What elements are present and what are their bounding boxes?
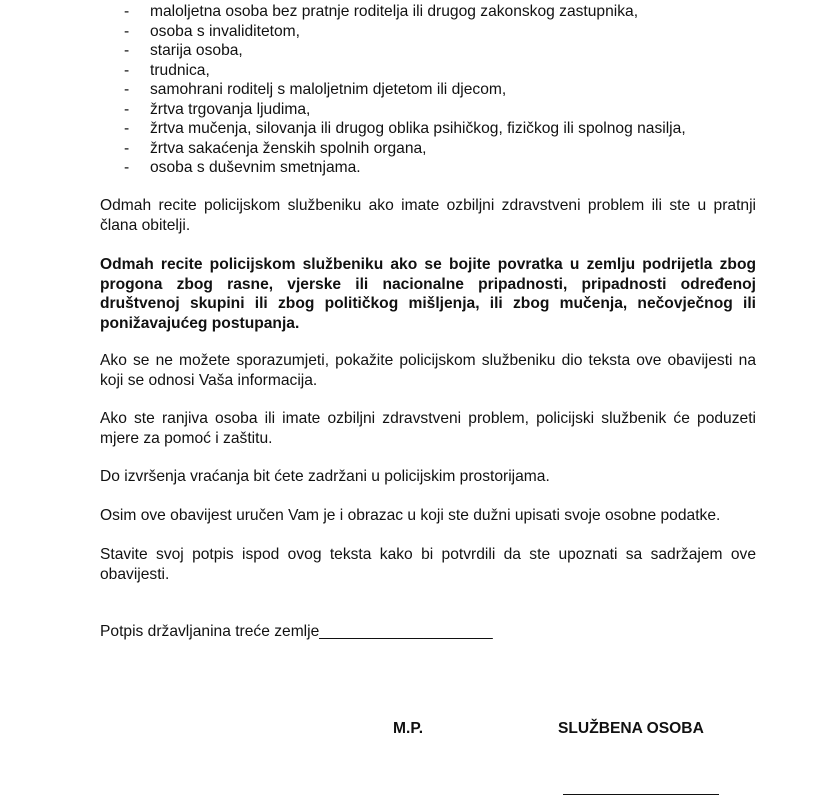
signature-label: Potpis državljanina treće zemlje: [100, 623, 320, 640]
official-signature-line: [563, 778, 719, 795]
official-person-label: SLUŽBENA OSOBA: [558, 720, 704, 737]
list-item-text: osoba s invaliditetom,: [150, 22, 300, 40]
stamp-label: M.P.: [393, 720, 424, 737]
signature-blank-line: ____________________: [319, 623, 493, 640]
list-item: [124, 22, 764, 42]
list-item: [124, 80, 764, 100]
list-item-text: žrtva sakaćenja ženskih spolnih organa,: [150, 139, 427, 157]
list-bullet: -: [124, 22, 130, 40]
list-bullet: -: [124, 139, 130, 157]
form-paragraph: Osim ove obavijest uručen Vam je i obrazac u koji ste dužni upisati svoje osobne podatke.: [100, 507, 721, 524]
list-bullet: -: [124, 61, 130, 79]
list-bullet: -: [124, 3, 130, 20]
third-country-national-signature: [100, 622, 493, 642]
detention-paragraph: Do izvršenja vraćanja bit ćete zadržani u policijskim prostorijama.: [100, 468, 550, 485]
list-item: [124, 119, 764, 139]
list-item-text: maloljetna osoba bez pratnje roditelja ili drugog zakonskog zastupnika,: [150, 3, 639, 20]
list-bullet: -: [124, 100, 130, 118]
communication-paragraph: Ako se ne možete sporazumjeti, pokažite policijskom službeniku dio teksta ove obavijesti na koji se odnosi Vaša informacija.: [100, 352, 756, 389]
list-item-text: trudnica,: [150, 61, 210, 79]
list-item: [124, 158, 764, 178]
list-item-text: samohrani roditelj s maloljetnim djetetom ili djecom,: [150, 81, 507, 98]
health-paragraph: Odmah recite policijskom službeniku ako imate ozbiljni zdravstveni problem ili ste u pratnji člana obitelji.: [100, 197, 756, 234]
list-bullet: -: [124, 120, 130, 137]
vulnerable-persons-list: [124, 2, 764, 178]
list-bullet: -: [124, 42, 130, 59]
list-item: [124, 139, 764, 159]
list-bullet: -: [124, 81, 130, 98]
list-item: [124, 41, 764, 61]
list-item-text: žrtva trgovanja ljudima,: [150, 100, 311, 118]
fear-of-return-paragraph: Odmah recite policijskom službeniku ako se bojite povratka u zemlju podrijetla zbog progona zbog rasne, vjerske ili nacionalne pripadnosti, pripadnosti određenoj društvenoj skupini ili zbog političkog mišljenja, ili zbog mučenja, nečovječnog ili ponižavajućeg postupanja.: [100, 256, 756, 332]
list-item-text: osoba s duševnim smetnjama.: [150, 159, 361, 176]
list-item-text: starija osoba,: [150, 42, 243, 59]
list-item: [124, 100, 764, 120]
vulnerable-person-paragraph: Ako ste ranjiva osoba ili imate ozbiljni zdravstveni problem, policijski službenik će poduzeti mjere za pomoć i zaštitu.: [100, 410, 756, 447]
list-item-text: žrtva mučenja, silovanja ili drugog oblika psihičkog, fizičkog ili spolnog nasilja,: [150, 120, 686, 137]
signature-request-paragraph: Stavite svoj potpis ispod ovog teksta kako bi potvrdili da ste upoznati sa sadržajem ove obavijesti.: [100, 546, 756, 583]
list-bullet: -: [124, 159, 130, 176]
list-item: [124, 61, 764, 81]
list-item: [124, 2, 764, 22]
